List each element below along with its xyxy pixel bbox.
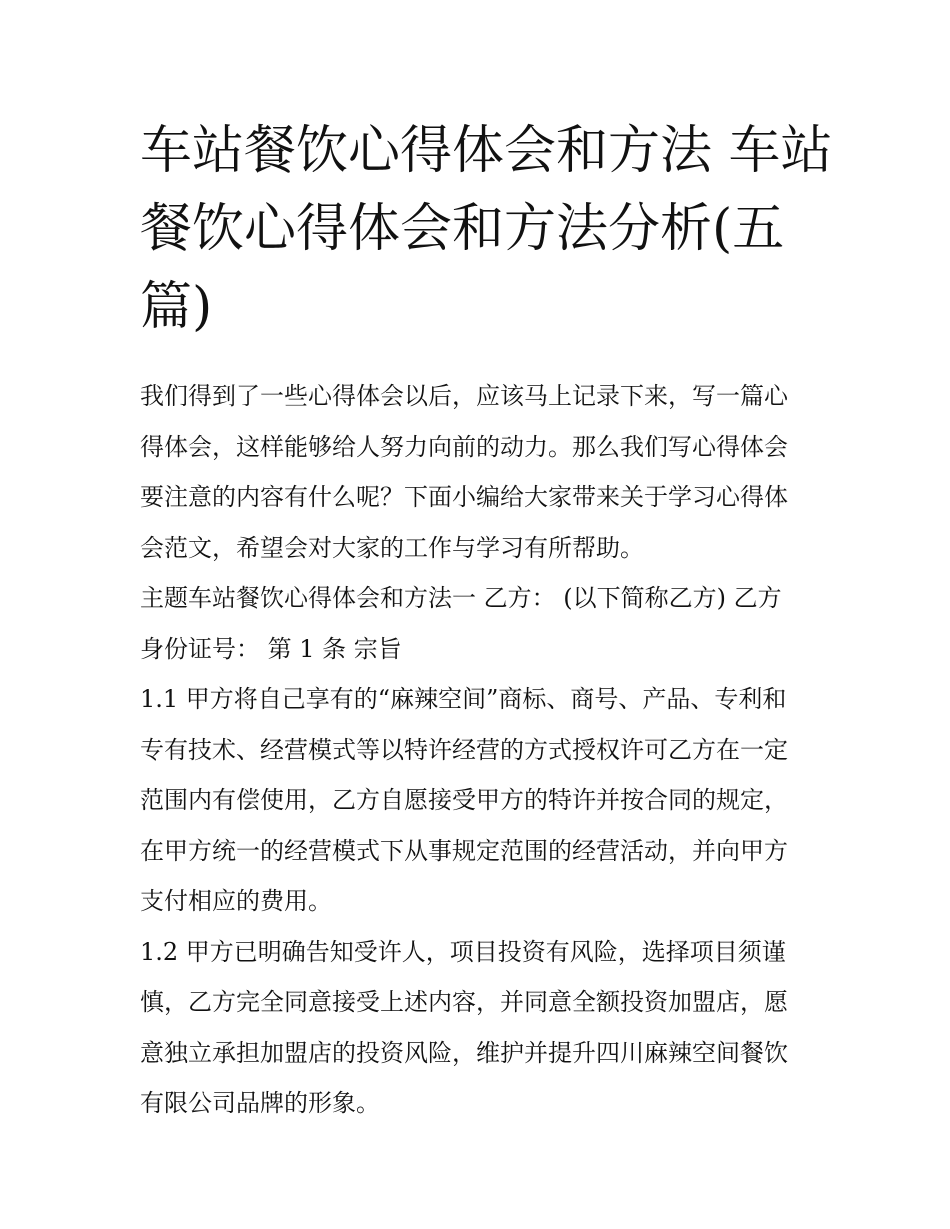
text-line: 范围内有偿使用，乙方自愿接受甲方的特许并按合同的规定， — [140, 786, 788, 814]
text-line: 我们得到了一些心得体会以后，应该马上记录下来，写一篇心 — [140, 382, 788, 410]
document-body — [140, 371, 820, 1129]
text-line: 身份证号： 第 1 条 宗旨 — [140, 634, 402, 663]
document-page — [140, 112, 833, 1129]
title-line: 餐饮心得体会和方法分析(五 — [140, 199, 785, 259]
text-line: 在甲方统一的经营模式下从事规定范围的经营活动，并向甲方 — [140, 836, 788, 865]
text-line: 专有技术、经营模式等以特许经营的方式授权许可乙方在一定 — [140, 735, 788, 764]
text-line: 1.2 甲方已明确告知受许人，项目投资有风险，选择项目须谨 — [140, 937, 786, 966]
text-line: 主题车站餐饮心得体会和方法一 乙方： (以下简称乙方) 乙方 — [140, 584, 782, 612]
document-title — [140, 112, 833, 346]
title-line: 车站餐饮心得体会和方法 车站 — [140, 121, 833, 181]
text-line: 支付相应的费用。 — [140, 887, 332, 915]
text-line: 意独立承担加盟店的投资风险，维护并提升四川麻辣空间餐饮 — [140, 1038, 788, 1067]
title-line: 篇) — [140, 277, 213, 337]
clause-1-2-paragraph — [140, 927, 820, 1129]
text-line: 1.1 甲方将自己享有的“麻辣空间”商标、商号、产品、专利和 — [140, 685, 787, 713]
text-line: 有限公司品牌的形象。 — [140, 1089, 380, 1117]
text-line: 要注意的内容有什么呢？下面小编给大家带来关于学习心得体 — [140, 483, 788, 511]
text-line: 慎，乙方完全同意接受上述内容，并同意全额投资加盟店，愿 — [140, 988, 788, 1016]
text-line: 会范文，希望会对大家的工作与学习有所帮助。 — [140, 533, 644, 562]
text-line: 得体会，这样能够给人努力向前的动力。那么我们写心得体会 — [140, 432, 788, 461]
topic-paragraph — [140, 573, 820, 674]
clause-1-1-paragraph — [140, 674, 820, 927]
intro-paragraph — [140, 371, 820, 573]
